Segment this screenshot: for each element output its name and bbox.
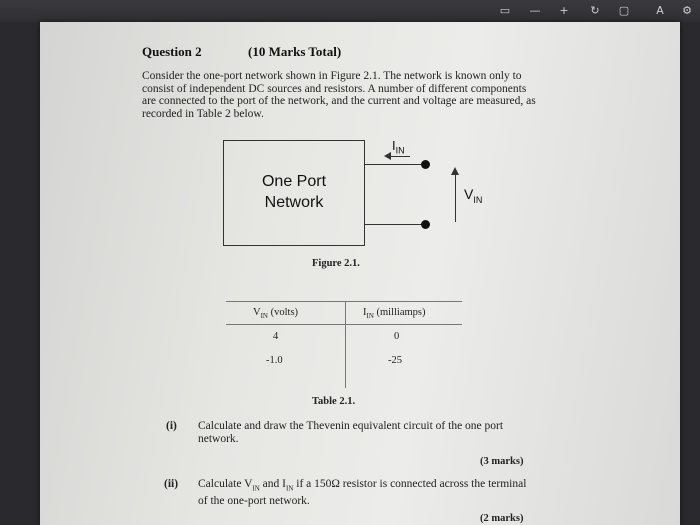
table-cell-i: -25 xyxy=(388,355,402,366)
bottom-wire xyxy=(364,224,423,225)
part-i-marks: (3 marks) xyxy=(480,456,524,467)
document-page xyxy=(40,22,680,525)
screen-icon[interactable]: ▭ xyxy=(499,4,511,17)
part-i-label: (i) xyxy=(166,420,177,432)
intro-line: recorded in Table 2 below. xyxy=(142,107,264,120)
figure-caption: Figure 2.1. xyxy=(312,258,360,269)
add-icon[interactable]: + xyxy=(559,4,569,17)
network-label-line2: Network xyxy=(264,194,324,211)
refresh-icon[interactable]: ↻ xyxy=(590,4,600,17)
voltage-arrow-head xyxy=(451,167,459,175)
part-i-line: network. xyxy=(198,432,239,445)
part-ii-line: Calculate $V_{IN}$ and $I_{IN}$ if a 150Ω resistor is connected across the terminal xyxy=(198,478,527,493)
question-title: Question 2 xyxy=(142,44,202,59)
voltage-arrow-line xyxy=(455,172,456,222)
question-intro xyxy=(142,70,562,120)
read-aloud-icon[interactable]: A xyxy=(656,4,664,17)
intro-line: are connected to the port of the network, and the current and voltage are measured, as xyxy=(142,95,536,107)
table-top-rule xyxy=(226,301,462,302)
page-icon[interactable]: ▢ xyxy=(618,4,630,17)
top-terminal xyxy=(421,160,430,169)
minimize-icon[interactable]: — xyxy=(529,4,541,17)
viewer-toolbar xyxy=(0,0,700,22)
part-i-text xyxy=(198,420,558,445)
part-ii-label: (ii) xyxy=(164,478,179,490)
table-header-rule xyxy=(226,324,462,325)
one-port-network-box xyxy=(223,140,365,246)
part-i-line: Calculate and draw the Thevenin equivalent circuit of the one port xyxy=(198,420,504,432)
network-label xyxy=(224,171,364,213)
table-header-iin: $I_{IN}$ (milliamps) xyxy=(363,307,426,321)
question-marks-total: (10 Marks Total) xyxy=(248,44,342,59)
current-arrow-head xyxy=(384,152,391,160)
table-header-vin: $V_{IN}$ (volts) xyxy=(253,307,299,321)
table-cell-v: -1.0 xyxy=(266,355,283,366)
top-wire xyxy=(364,164,423,165)
part-ii-marks: (2 marks) xyxy=(480,513,524,524)
part-ii-text xyxy=(198,478,578,507)
intro-line: Consider the one-port network shown in Figure 2.1. The network is known only to xyxy=(142,70,522,82)
current-label: $I_{IN}$ xyxy=(392,138,405,156)
part-ii-line: of the one-port network. xyxy=(198,494,310,507)
table-cell-i: 0 xyxy=(394,331,400,342)
settings-icon[interactable]: ⚙ xyxy=(682,4,692,17)
table-cell-v: 4 xyxy=(273,331,279,342)
bottom-terminal xyxy=(421,220,430,229)
network-label-line1: One Port xyxy=(261,173,327,190)
intro-line: consist of independent DC sources and resistors. A number of different components xyxy=(142,82,527,95)
voltage-label: $V_{IN}$ xyxy=(464,186,483,205)
current-arrow-line xyxy=(388,156,410,157)
table-caption: Table 2.1. xyxy=(312,396,356,407)
table-column-divider xyxy=(345,302,346,388)
